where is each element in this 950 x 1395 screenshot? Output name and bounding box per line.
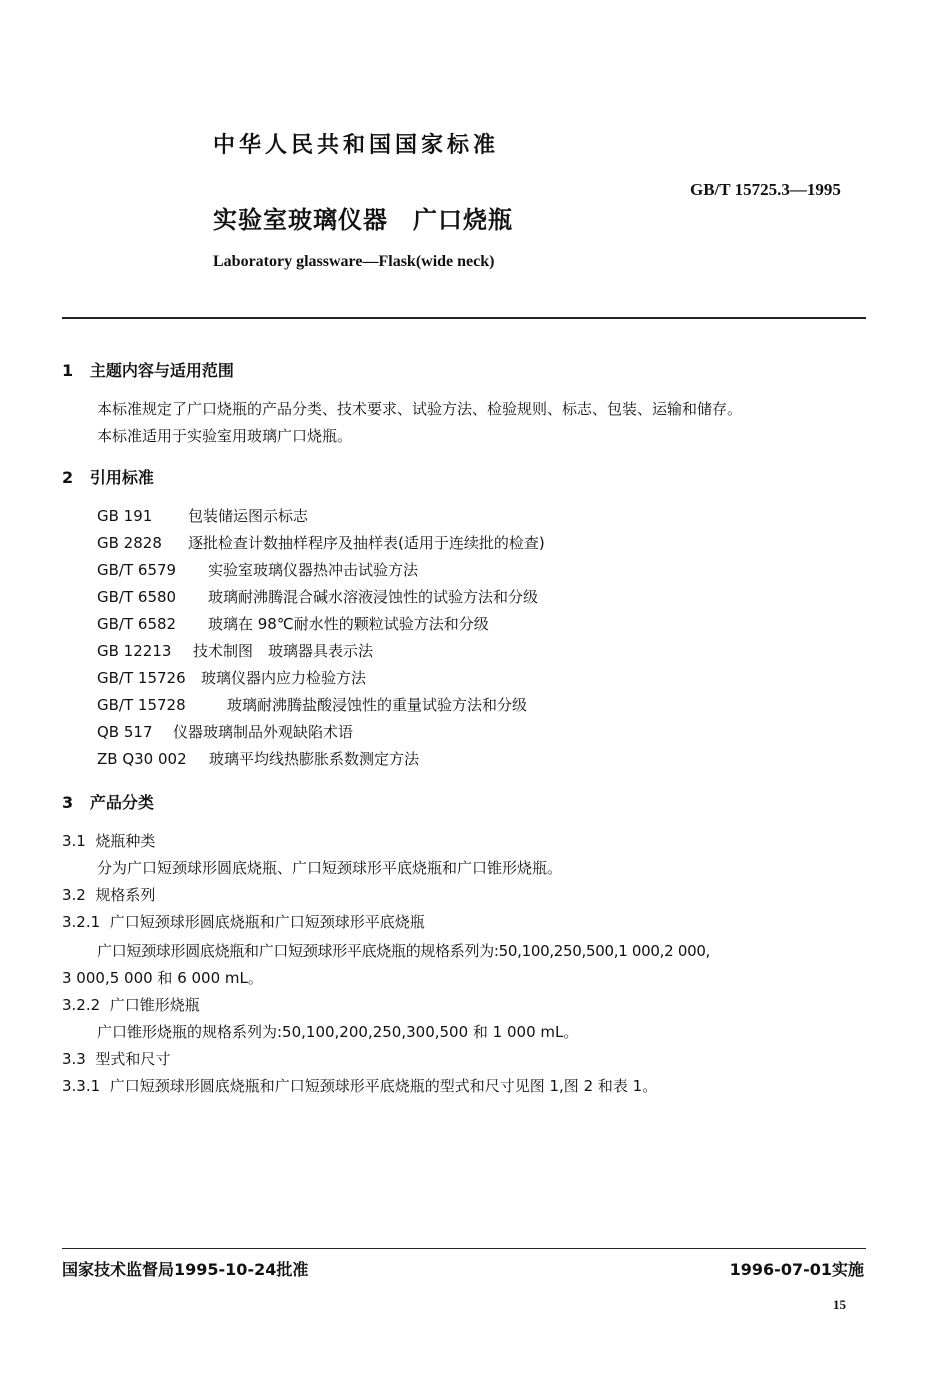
paragraph: 广口锥形烧瓶的规格系列为:50,100,200,250,300,500 和 1 000 mL。 — [97, 1023, 579, 1041]
subsection-number: 3.3.1 — [62, 1077, 101, 1095]
reference-item — [97, 559, 418, 580]
reference-name: 玻璃耐沸腾盐酸浸蚀性的重量试验方法和分级 — [227, 696, 528, 714]
effective-date-line: 1996-07-01实施 — [729, 1260, 864, 1279]
english-title: Laboratory glassware—Flask(wide neck) — [213, 253, 495, 270]
subsection-title: 规格系列 — [95, 886, 156, 904]
reference-name: 玻璃仪器内应力检验方法 — [201, 669, 367, 687]
section-number: 2 — [62, 468, 74, 487]
subsection-3-3-1 — [62, 1075, 657, 1096]
subsection-3-2-heading — [62, 884, 155, 905]
subsection-number: 3.2 — [62, 886, 86, 904]
reference-name: 玻璃耐沸腾混合碱水溶液浸蚀性的试验方法和分级 — [208, 588, 539, 606]
reference-code: QB 517 — [97, 723, 153, 741]
reference-name: 实验室玻璃仪器热冲击试验方法 — [208, 561, 419, 579]
approval-line: 国家技术监督局1995-10-24批准 — [62, 1260, 309, 1279]
reference-name: 包装储运图示标志 — [188, 507, 309, 525]
reference-item — [97, 694, 527, 715]
page-number: 15 — [833, 1297, 846, 1312]
header-rule — [62, 317, 866, 319]
subsection-title: 型式和尺寸 — [95, 1050, 171, 1068]
reference-code: GB 2828 — [97, 534, 162, 552]
section-number: 3 — [62, 793, 74, 812]
paragraph-continuation: 3 000,5 000 和 6 000 mL。 — [62, 969, 263, 987]
reference-code: GB/T 6582 — [97, 615, 177, 633]
subsection-title: 烧瓶种类 — [95, 832, 156, 850]
reference-item — [97, 586, 538, 607]
section-2-heading — [62, 465, 154, 488]
paragraph: 本标准规定了广口烧瓶的产品分类、技术要求、试验方法、检验规则、标志、包装、运输和储存。 — [97, 400, 743, 418]
paragraph: 广口短颈球形圆底烧瓶和广口短颈球形平底烧瓶的型式和尺寸见图 1,图 2 和表 1。 — [109, 1077, 658, 1095]
section-number: 1 — [62, 361, 74, 380]
subsection-3-1-heading — [62, 830, 155, 851]
document-title: 实验室玻璃仪器 广口烧瓶 — [213, 206, 513, 234]
subsection-number: 3.3 — [62, 1050, 86, 1068]
reference-code: ZB Q30 002 — [97, 750, 187, 768]
subsection-title: 广口短颈球形圆底烧瓶和广口短颈球形平底烧瓶 — [109, 913, 425, 931]
reference-name: 玻璃在 98℃耐水性的颗粒试验方法和分级 — [208, 615, 489, 633]
reference-code: GB/T 15726 — [97, 669, 186, 687]
reference-code: GB 191 — [97, 507, 153, 525]
reference-item — [97, 532, 545, 553]
standard-code: GB/T 15725.3—1995 — [690, 180, 841, 199]
footer-rule — [62, 1248, 866, 1249]
reference-item — [97, 640, 373, 661]
reference-item — [97, 667, 366, 688]
subsection-title: 广口锥形烧瓶 — [109, 996, 200, 1014]
section-title: 主题内容与适用范围 — [89, 361, 234, 380]
reference-name: 技术制图 玻璃器具表示法 — [193, 642, 374, 660]
reference-name: 仪器玻璃制品外观缺陷术语 — [173, 723, 354, 741]
reference-code: GB 12213 — [97, 642, 172, 660]
reference-code: GB/T 15728 — [97, 696, 186, 714]
subsection-3-3-heading — [62, 1048, 170, 1069]
reference-code: GB/T 6579 — [97, 561, 177, 579]
reference-name: 逐批检查计数抽样程序及抽样表(适用于连续批的检查) — [188, 534, 545, 552]
section-title: 引用标准 — [89, 468, 154, 487]
subsection-3-2-2-heading — [62, 994, 200, 1015]
subsection-number: 3.2.2 — [62, 996, 101, 1014]
reference-item — [97, 748, 419, 769]
standard-org-heading: 中华人民共和国国家标准 — [213, 133, 500, 158]
reference-item — [97, 505, 308, 526]
subsection-number: 3.2.1 — [62, 913, 101, 931]
reference-name: 玻璃平均线热膨胀系数测定方法 — [209, 750, 420, 768]
paragraph: 广口短颈球形圆底烧瓶和广口短颈球形平底烧瓶的规格系列为:50,100,250,500,1 000,2 000, — [97, 942, 711, 960]
paragraph: 本标准适用于实验室用玻璃广口烧瓶。 — [97, 427, 353, 445]
subsection-number: 3.1 — [62, 832, 86, 850]
reference-item — [97, 721, 353, 742]
section-3-heading — [62, 790, 154, 813]
reference-item — [97, 613, 489, 634]
section-1-heading — [62, 358, 234, 381]
section-title: 产品分类 — [89, 793, 154, 812]
paragraph: 分为广口短颈球形圆底烧瓶、广口短颈球形平底烧瓶和广口锥形烧瓶。 — [97, 859, 563, 877]
reference-code: GB/T 6580 — [97, 588, 177, 606]
subsection-3-2-1-heading — [62, 911, 425, 932]
